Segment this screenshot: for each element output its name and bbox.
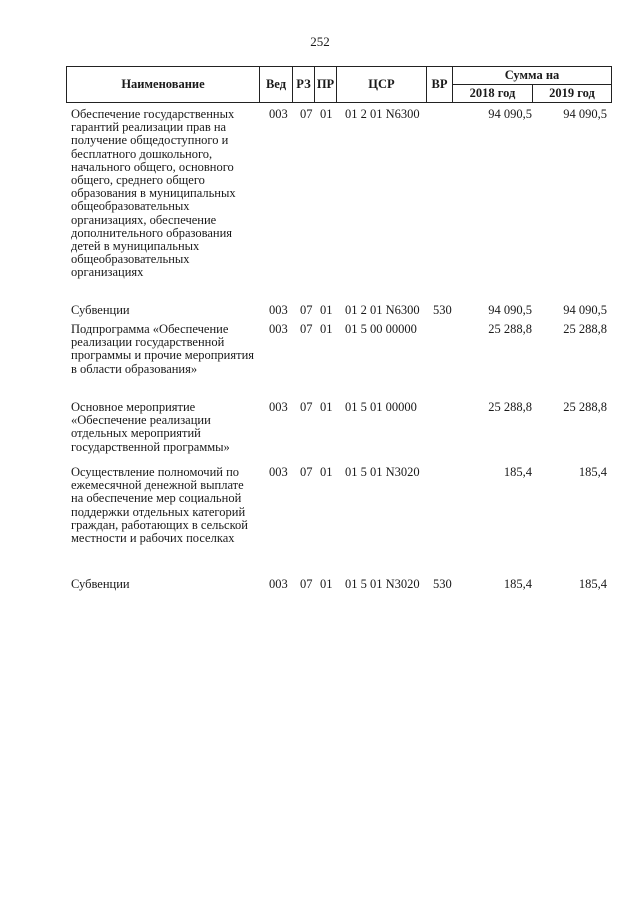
row-sum-2018: 185,4: [503, 577, 532, 591]
header-pr: ПР: [314, 66, 337, 103]
row-ved: 003: [269, 465, 288, 479]
table-body: [0, 108, 640, 597]
row-sum-2019: 185,4: [578, 465, 607, 479]
table-row: [0, 466, 640, 578]
row-sum-2018: 185,4: [503, 465, 532, 479]
table-header: [66, 66, 612, 103]
header-csr: ЦСР: [336, 66, 427, 103]
table-row: [0, 401, 640, 466]
table-row: [0, 323, 640, 401]
table-row: [0, 578, 640, 597]
row-csr: 01 5 00 00000: [345, 322, 417, 336]
header-year-2018: 2018 год: [452, 84, 533, 103]
header-sum: Сумма на: [452, 66, 612, 85]
row-ved: 003: [269, 107, 288, 121]
row-csr: 01 5 01 00000: [345, 400, 417, 414]
row-rz: 07: [300, 577, 313, 591]
row-sum-2018: 94 090,5: [488, 303, 532, 317]
row-sum-2019: 25 288,8: [563, 400, 607, 414]
row-sum-2018: 25 288,8: [488, 322, 532, 336]
header-vr: ВР: [426, 66, 453, 103]
row-sum-2019: 25 288,8: [563, 322, 607, 336]
row-pr: 01: [320, 465, 333, 479]
row-csr: 01 2 01 N6300: [345, 107, 420, 121]
row-vr: 530: [433, 303, 452, 317]
row-csr: 01 5 01 N3020: [345, 465, 420, 479]
row-name: Обеспечение государственных гарантий реализации прав на получение общедоступного и бесплатного дошкольного, начального общего, основного общего, среднего общего образования в муниципальных общеобразовательных организациях, обеспечение дополнительного образования детей в муниципальных общеобразовательных организациях: [71, 107, 236, 280]
row-pr: 01: [320, 107, 333, 121]
row-vr: 530: [433, 577, 452, 591]
row-rz: 07: [300, 400, 313, 414]
header-rz: РЗ: [292, 66, 315, 103]
row-ved: 003: [269, 303, 288, 317]
table-row: [0, 108, 640, 304]
header-year-2019: 2019 год: [532, 84, 612, 103]
row-sum-2019: 94 090,5: [563, 303, 607, 317]
row-sum-2018: 94 090,5: [488, 107, 532, 121]
row-sum-2019: 185,4: [578, 577, 607, 591]
row-rz: 07: [300, 465, 313, 479]
row-csr: 01 5 01 N3020: [345, 577, 420, 591]
row-name: Субвенции: [71, 577, 130, 591]
row-sum-2018: 25 288,8: [488, 400, 532, 414]
row-pr: 01: [320, 400, 333, 414]
row-pr: 01: [320, 322, 333, 336]
row-name: Основное мероприятие «Обеспечение реализации отдельных мероприятий государственной программы»: [71, 400, 230, 454]
row-sum-2019: 94 090,5: [563, 107, 607, 121]
page-number: 252: [310, 34, 330, 49]
header-ved: Вед: [259, 66, 293, 103]
row-rz: 07: [300, 107, 313, 121]
row-rz: 07: [300, 322, 313, 336]
row-name: Осуществление полномочий по ежемесячной денежной выплате на обеспечение мер социальной поддержки отдельных категорий граждан, работающих в сельской местности и рабочих поселках: [71, 465, 248, 546]
header-name: Наименование: [66, 66, 260, 103]
row-name: Субвенции: [71, 303, 130, 317]
row-ved: 003: [269, 577, 288, 591]
row-csr: 01 2 01 N6300: [345, 303, 420, 317]
row-pr: 01: [320, 303, 333, 317]
row-pr: 01: [320, 577, 333, 591]
table-row: [0, 304, 640, 323]
row-rz: 07: [300, 303, 313, 317]
row-ved: 003: [269, 322, 288, 336]
row-name: Подпрограмма «Обеспечение реализации государственной программы и прочие мероприятия в области образования»: [71, 322, 255, 376]
row-ved: 003: [269, 400, 288, 414]
